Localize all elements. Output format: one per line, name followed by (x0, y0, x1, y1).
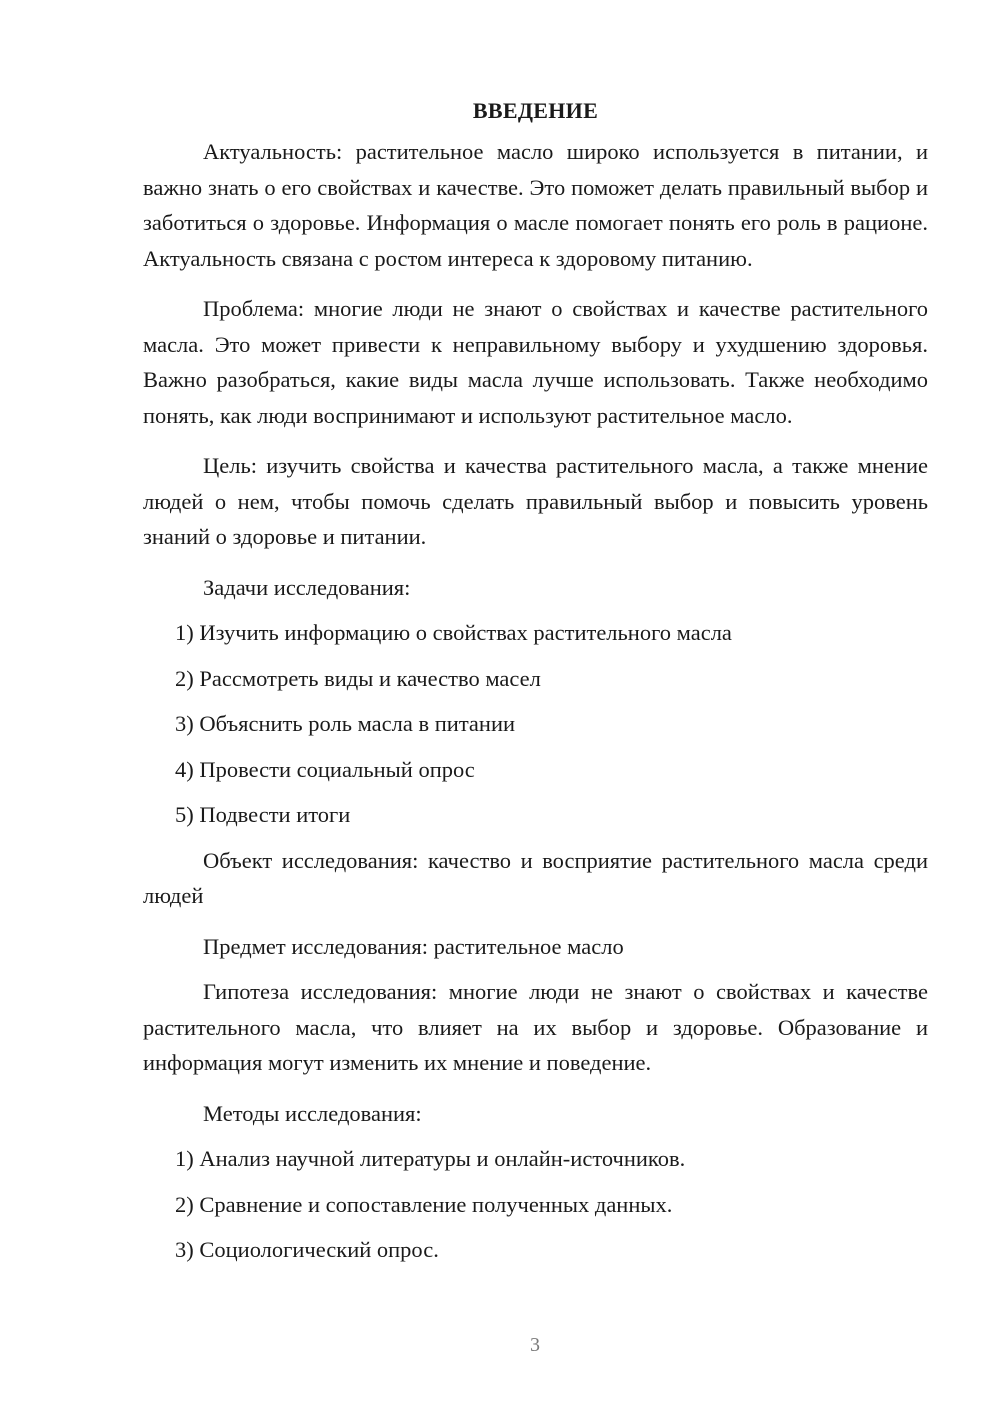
relevance-paragraph: Актуальность: растительное масло широко используется в питании, и важно знать о его свойствах и качестве. Это поможет делать правильный выбор и заботиться о здоровье. Информация о масле помогает понять его роль в рационе. Актуальность связана с ростом интереса к здоровому питанию. (143, 139, 928, 271)
list-item: 1) Анализ научной литературы и онлайн-источников. (175, 1146, 686, 1171)
list-item: 3) Социологический опрос. (175, 1237, 439, 1262)
list-item: 4) Провести социальный опрос (175, 756, 475, 782)
page-number: 3 (530, 1334, 540, 1356)
hypothesis-paragraph: Гипотеза исследования: многие люди не знают о свойствах и качестве растительного масла, что влияет на их выбор и здоровье. Образование и информация могут изменить их мнение и поведение. (143, 979, 928, 1075)
methods-list (143, 1141, 928, 1268)
page-content (143, 96, 928, 1278)
list-item: 1) Изучить информацию о свойствах растительного масла (175, 620, 732, 645)
list-item: 2) Рассмотреть виды и качество масел (175, 665, 541, 691)
methods-title: Методы исследования: (203, 1100, 422, 1126)
list-item: 5) Подвести итоги (175, 802, 351, 827)
tasks-title: Задачи исследования: (203, 574, 411, 600)
subject-paragraph: Предмет исследования: растительное масло (203, 933, 624, 959)
list-item: 2) Сравнение и сопоставление полученных данных. (175, 1191, 673, 1217)
list-item: 3) Объяснить роль масла в питании (175, 711, 516, 736)
section-heading: ВВЕДЕНИЕ (472, 98, 599, 123)
object-paragraph: Объект исследования: качество и восприятие растительного масла среди людей (143, 847, 928, 908)
goal-paragraph: Цель: изучить свойства и качества растительного масла, а также мнение людей о нем, чтобы помочь сделать правильный выбор и повысить уровень знаний о здоровье и питании. (143, 453, 928, 549)
problem-paragraph: Проблема: многие люди не знают о свойствах и качестве растительного масла. Это может привести к неправильному выбору и ухудшению здоровья. Важно разобраться, какие виды масла лучше использовать. Также необходимо понять, как люди воспринимают и используют растительное масло. (143, 296, 928, 428)
tasks-list (143, 615, 928, 833)
